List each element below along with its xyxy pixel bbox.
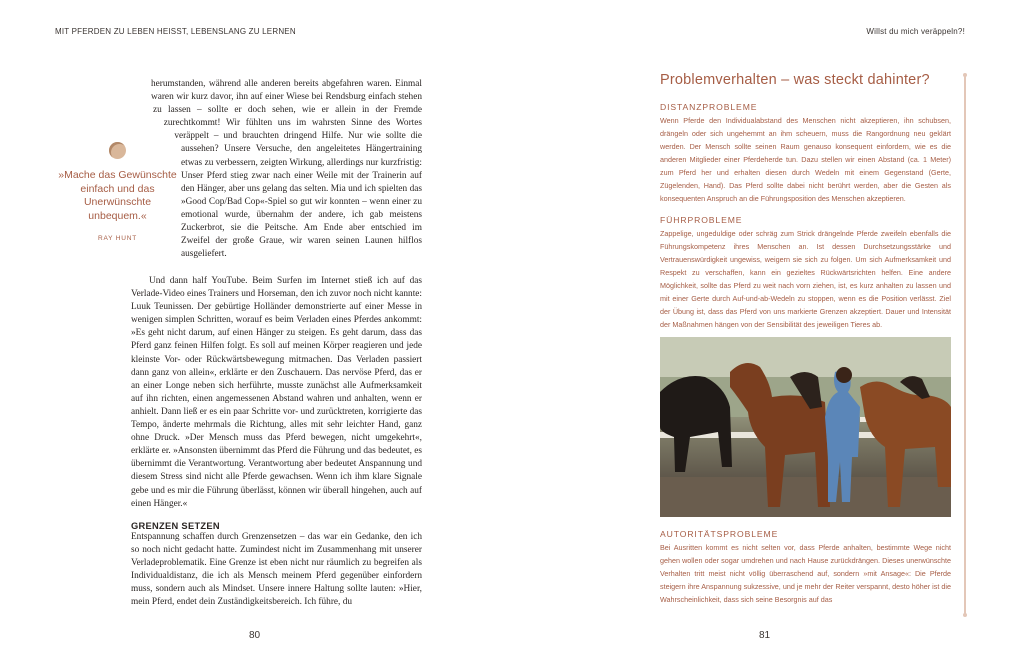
text-autoritaetsprobleme: Bei Ausritten kommt es nicht selten vor, dass Pferde anhalten, bestimmte Wege nicht gehen wollen oder sogar umdrehen und nach Hause zurückdrängen. Dieses unerwünschte Verhalten tritt meist nicht völlig überraschend auf, sondern »mit Ansage«: Die Pferde steigern ihre Anspannung sukzessive, und je mehr der Reiter verspannt, desto höher ist die Wahrscheinlichkeit, dass sich seine Besorgnis auf das [660,543,951,604]
horses-photo [660,337,951,517]
heading-autoritaetsprobleme: AUTORITÄTSPROBLEME [660,529,779,539]
heading-fuehrprobleme: FÜHRPROBLEME [660,215,743,225]
horses-illustration [660,337,951,517]
right-page [510,0,1020,667]
paragraph-1: herumstanden, während alle anderen bereits abgefahren waren. Einmal waren wir kurz davor, ihn auf einer Wiese bei Rendsburg einfach stehen zu lassen – sollte er doch sehen, wie er allein in der Fremde zurechtkommt! Wir fühlten uns im wahrsten Sinne des Wortes veräppelt – und brauchten dringend Hilfe. Nur wie sollte die aussehen? Unsere Versuche, den angeleitetes Hängertraining etwas zu verbessern, zeigten Wirkung, allerdings nur kurzfristig: Unser Pferd stieg zwar nach einer Weile mit der Trainerin auf den Hänger, aber uns gelang das selten. Mia und ich spielten das »Good Cop/Bad Cop«-Spiel so gut wir konnten – wenn einer zu emotional wurde, übernahm der andere, ich gab meistens Zuckerbrot, sie die Peitsche. Am Ende aber entschied im Zweifel der große Graue, wir waren seinen Launen hilflos ausgeliefert. [151,79,422,260]
section-heading-grenzen: GRENZEN SETZEN [131,520,220,531]
heading-distanzprobleme: DISTANZPROBLEME [660,102,758,112]
page-number-right: 81 [759,630,771,641]
running-header-left: MIT PFERDEN ZU LEBEN HEISST, LEBENSLANG ZU LERNEN [55,27,296,36]
text-fuehrprobleme: Zappelige, ungeduldige oder schräg zum Strick drängelnde Pferde zweifeln ebenfalls die Führungskompetenz ihres Menschen an. Ist dessen Durchsetzungsstärke und Vertrauenswürdigkeit ungewiss, weigern sie sich zu folgen. Um sich Aufmerksamkeit und Respekt zu verschaffen, kann ein gezieltes Rückwärtsrichten helfen. Eine andere Möglichkeit, sollte das Pferd zu weit nach vorn ziehen, ist, es kurz anhalten zu lassen und mit einer Gerte durch Auf-und-ab-Wedeln zu stoppen, wenn es die Position verlässt. Ziel der Übung ist, dass das Pferd von uns markierte Grenzen akzeptiert. Dauer und Intensität der Maßnahmen hängen von der Sensibilität des jeweiligen Tieres ab. [660,229,951,329]
running-header-right: Willst du mich veräppeln?! [866,27,965,36]
pull-quote-text: »Mache das Gewünschte einfach und das Unerwünschte unbequem.« [58,169,177,222]
paragraph-1-wrap [131,78,422,261]
text-column-main [131,275,422,609]
sidebar-rule [964,75,966,615]
text-distanzprobleme: Wenn Pferde den Individualabstand des Menschen nicht akzeptieren, ihn schubsen, drängeln oder sich ungehemmt an ihm scheuern, muss die Rangordnung neu geklärt werden. Der Mensch sollte seinen Raum genauso konsequent einfordern, wie es die anderen Mitglieder einer Pferdeherde tun. Dazu stellen wir einen Abstand (ca. 1 Meter) zum Pferd her und erhalten diesen durch Wedeln mit einem Gegenstand (Gerte, Zügelenden, Hand). Das Pferd sollte dabei nicht berührt werden, aber die Gesten als konsequenten Anspruch an die Führungsposition des Menschen akzeptieren. [660,116,951,203]
info-box [660,72,951,616]
pull-quote-author: RAY HUNT [97,235,138,242]
paragraph-2: Und dann half YouTube. Beim Surfen im Internet stieß ich auf das Verlade-Video eines Trainers und Horseman, den ich zuvor noch nicht kannte: Luuk Teunissen. Der gebürtige Holländer demonstrierte auf einer Messe in wenigen simplen Schritten, worauf es beim Verladen eines Pferdes ankommt: »Es geht nicht darum, auf einen Hänger zu steigen. Es geht darum, dass das Pferd ganz feinen Hilfen folgt. Es soll auf meinen Körper reagieren und jede kleinste Vor- oder Rückwärtsbewegung mitmachen. Das Verladen passiert dann ganz von allein«, erklärte er den Zuschauern. Das nervöse Pferd, das er an einer Longe neben sich herführte, musste zunächst alle Aufmerksamkeit auf ihn richten, einen angemessenen Abstand wahren und anhalten, wenn er anhielt. Dann ließ er es ein paar Schritte vor- und zurücktreten, korrigierte das Tempo, änderte mehrmals die Richtung, alles mit sehr leichter Hand, ganz ohne Druck. »Der Mensch muss das Pferd bewegen, nicht umgekehrt«, erklärte er. »Ansonsten übernimmt das Pferd die Führung und das bedeutet, es übernimmt die Verantwortung. Verantwortung aber bedeutet Anspannung und diesem Stress sind nicht alle Pferde gewachsen. Wenn ich ihm klare Signale gebe und es mir die Führung überlässt, können wir überall hingehen, auch auf einen Hänger.« [131,276,422,509]
text-column-top [131,78,422,262]
page-number-left: 80 [249,630,261,641]
info-box-title: Problemverhalten – was steckt dahinter? [660,72,930,88]
quote-dot-ornament [109,142,126,159]
paragraph-3: Entspannung schaffen durch Grenzensetzen – das war ein Gedanke, den ich so noch nicht gedacht hatte. Zumindest nicht im Zusammenhang mit unserer Verladeproblematik. Eine Grenze ist eben nicht nur räumlich zu begreifen als Individualdistanz, die ich als Mensch meinem Pferd gegenüber einfordern muss, sondern auch als Mindset. Unsere innere Haltung sollte lauten: »Hier, mein Pferd, endet dein Zuständigkeitsbereich. Ich führe, du [131,531,422,608]
